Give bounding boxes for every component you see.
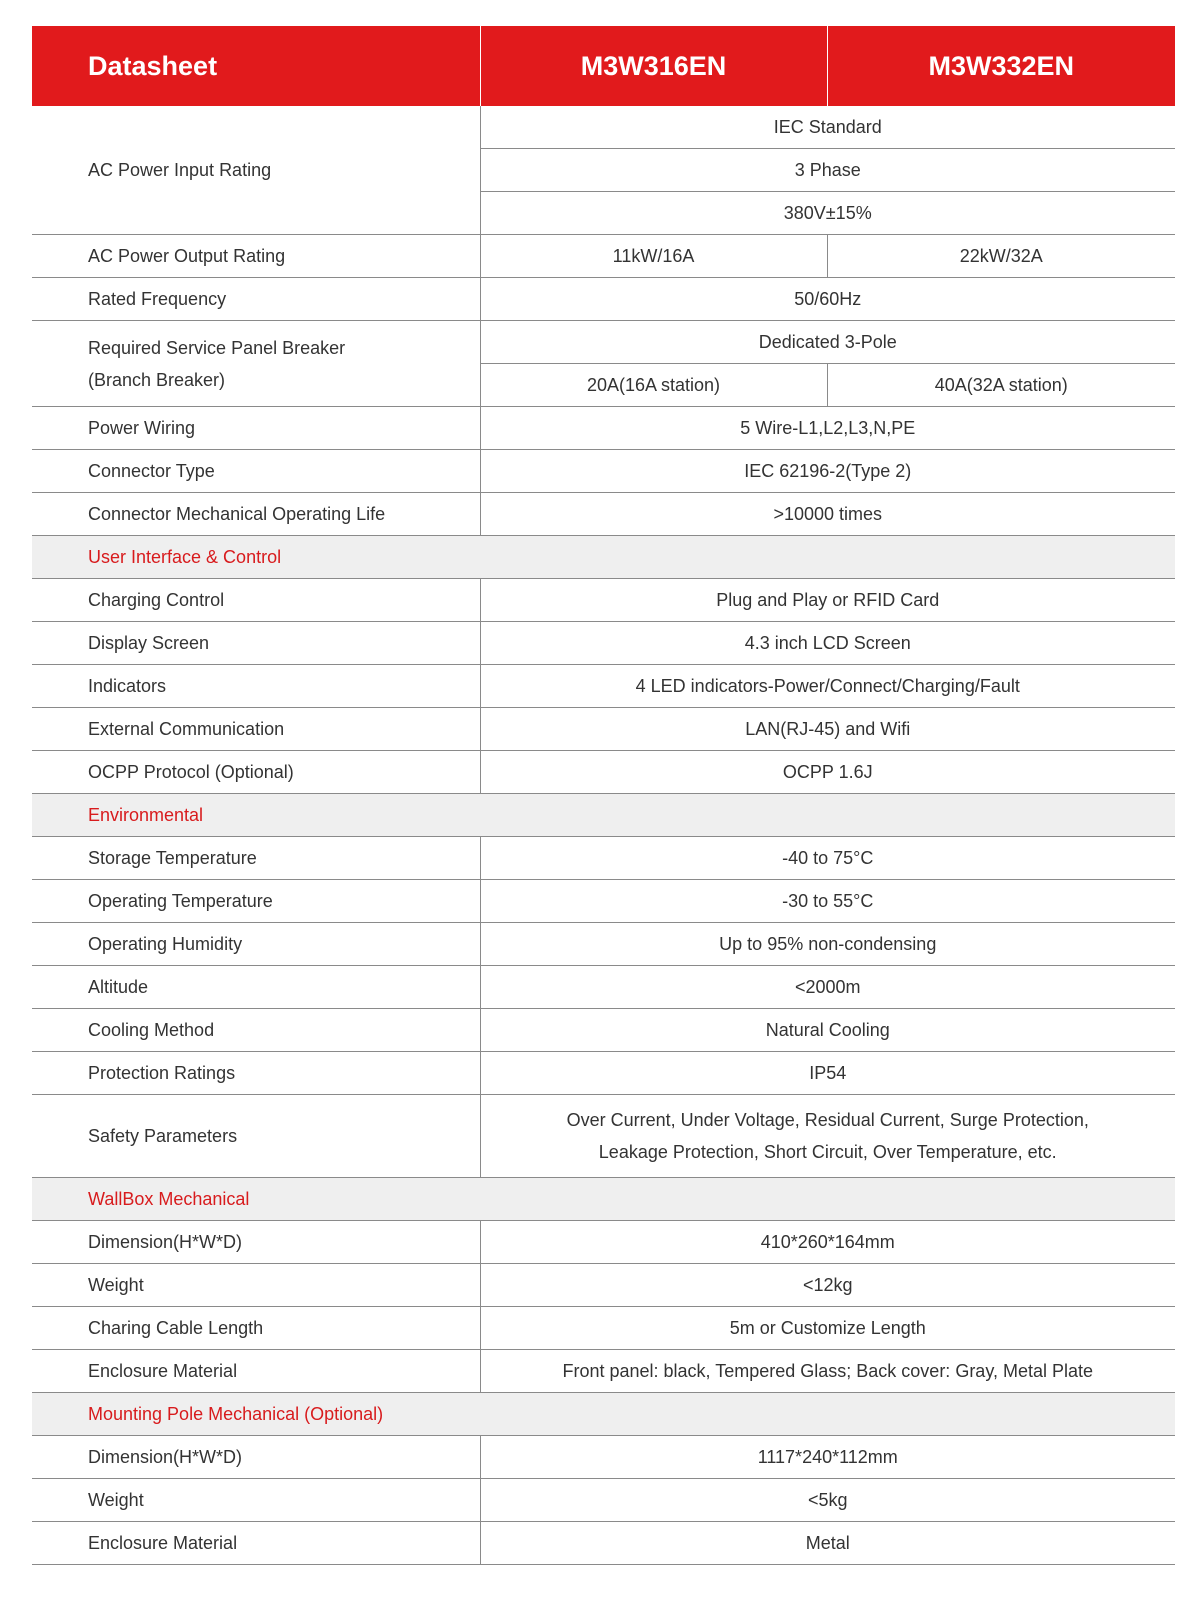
row-label: Weight <box>32 1479 480 1522</box>
row-label: External Communication <box>32 708 480 751</box>
row-value: Metal <box>480 1522 1175 1565</box>
row-label: Power Wiring <box>32 407 480 450</box>
row-value: Natural Cooling <box>480 1009 1175 1052</box>
row-label: OCPP Protocol (Optional) <box>32 751 480 794</box>
row-value-model-b: 22kW/32A <box>827 235 1175 278</box>
table-row <box>32 493 1175 536</box>
row-value: 5m or Customize Length <box>480 1307 1175 1350</box>
table-row <box>32 450 1175 493</box>
row-label-line-2: (Branch Breaker) <box>88 369 226 390</box>
row-value: Plug and Play or RFID Card <box>480 579 1175 622</box>
table-row <box>32 880 1175 923</box>
row-value: OCPP 1.6J <box>480 751 1175 794</box>
datasheet <box>32 26 1175 1565</box>
row-value-model-a: 20A(16A station) <box>480 364 827 407</box>
safety-line-1: Over Current, Under Voltage, Residual Current, Surge Protection, <box>566 1110 1089 1130</box>
row-value: <5kg <box>480 1479 1175 1522</box>
section-header-pole <box>32 1393 1175 1436</box>
model-b-header: M3W332EN <box>827 26 1175 106</box>
table-row <box>32 579 1175 622</box>
row-label: Connector Type <box>32 450 480 493</box>
table-row <box>32 837 1175 880</box>
table-row <box>32 708 1175 751</box>
row-label <box>32 321 480 407</box>
row-value: 5 Wire-L1,L2,L3,N,PE <box>480 407 1175 450</box>
row-value: Front panel: black, Tempered Glass; Back cover: Gray, Metal Plate <box>480 1350 1175 1393</box>
row-label: Dimension(H*W*D) <box>32 1436 480 1479</box>
table-row <box>32 1009 1175 1052</box>
row-label: Operating Humidity <box>32 923 480 966</box>
table-row <box>32 1221 1175 1264</box>
datasheet-title: Datasheet <box>32 26 480 106</box>
row-label: Safety Parameters <box>32 1095 480 1178</box>
row-label: Cooling Method <box>32 1009 480 1052</box>
row-value: <12kg <box>480 1264 1175 1307</box>
row-value: 1117*240*112mm <box>480 1436 1175 1479</box>
row-label: Indicators <box>32 665 480 708</box>
table-row <box>32 235 1175 278</box>
section-title: WallBox Mechanical <box>32 1178 1175 1221</box>
row-label: Display Screen <box>32 622 480 665</box>
row-value: 380V±15% <box>480 192 1175 235</box>
model-a-header: M3W316EN <box>480 26 827 106</box>
row-label: Dimension(H*W*D) <box>32 1221 480 1264</box>
row-value: 3 Phase <box>480 149 1175 192</box>
row-label: Charing Cable Length <box>32 1307 480 1350</box>
row-label: Enclosure Material <box>32 1350 480 1393</box>
table-row <box>32 106 1175 149</box>
table-row <box>32 751 1175 794</box>
row-label: Charging Control <box>32 579 480 622</box>
row-value: >10000 times <box>480 493 1175 536</box>
section-header-ui-control <box>32 536 1175 579</box>
row-label: Operating Temperature <box>32 880 480 923</box>
section-header-environmental <box>32 794 1175 837</box>
row-label-line-1: Required Service Panel Breaker <box>88 337 346 358</box>
section-title: Mounting Pole Mechanical (Optional) <box>32 1393 1175 1436</box>
row-value: -30 to 55°C <box>480 880 1175 923</box>
row-value: 50/60Hz <box>480 278 1175 321</box>
row-label: AC Power Input Rating <box>32 106 480 235</box>
row-label: Storage Temperature <box>32 837 480 880</box>
table-row <box>32 665 1175 708</box>
table-row <box>32 1095 1175 1178</box>
table-row <box>32 923 1175 966</box>
header-row <box>32 26 1175 106</box>
row-label: Protection Ratings <box>32 1052 480 1095</box>
row-label: Enclosure Material <box>32 1522 480 1565</box>
table-row <box>32 1264 1175 1307</box>
section-title: Environmental <box>32 794 1175 837</box>
table-row <box>32 1052 1175 1095</box>
row-label: Connector Mechanical Operating Life <box>32 493 480 536</box>
table-row <box>32 407 1175 450</box>
row-value: IEC Standard <box>480 106 1175 149</box>
spec-table <box>32 26 1175 1565</box>
table-row <box>32 1350 1175 1393</box>
row-label: Altitude <box>32 966 480 1009</box>
row-label: Rated Frequency <box>32 278 480 321</box>
table-row <box>32 278 1175 321</box>
row-label: AC Power Output Rating <box>32 235 480 278</box>
row-value: 410*260*164mm <box>480 1221 1175 1264</box>
row-value: Dedicated 3-Pole <box>480 321 1175 364</box>
table-row <box>32 966 1175 1009</box>
row-value: IP54 <box>480 1052 1175 1095</box>
table-row <box>32 1307 1175 1350</box>
table-row <box>32 1522 1175 1565</box>
row-value-model-a: 11kW/16A <box>480 235 827 278</box>
row-value: <2000m <box>480 966 1175 1009</box>
table-row <box>32 321 1175 364</box>
row-value <box>480 1095 1175 1178</box>
section-header-wallbox <box>32 1178 1175 1221</box>
section-title: User Interface & Control <box>32 536 1175 579</box>
row-label: Weight <box>32 1264 480 1307</box>
row-value: LAN(RJ-45) and Wifi <box>480 708 1175 751</box>
safety-line-2: Leakage Protection, Short Circuit, Over Temperature, etc. <box>598 1142 1057 1162</box>
table-row <box>32 1479 1175 1522</box>
table-row <box>32 622 1175 665</box>
row-value-model-b: 40A(32A station) <box>827 364 1175 407</box>
table-row <box>32 1436 1175 1479</box>
row-value: IEC 62196-2(Type 2) <box>480 450 1175 493</box>
row-value: Up to 95% non-condensing <box>480 923 1175 966</box>
row-value: -40 to 75°C <box>480 837 1175 880</box>
row-value: 4 LED indicators-Power/Connect/Charging/Fault <box>480 665 1175 708</box>
row-value: 4.3 inch LCD Screen <box>480 622 1175 665</box>
